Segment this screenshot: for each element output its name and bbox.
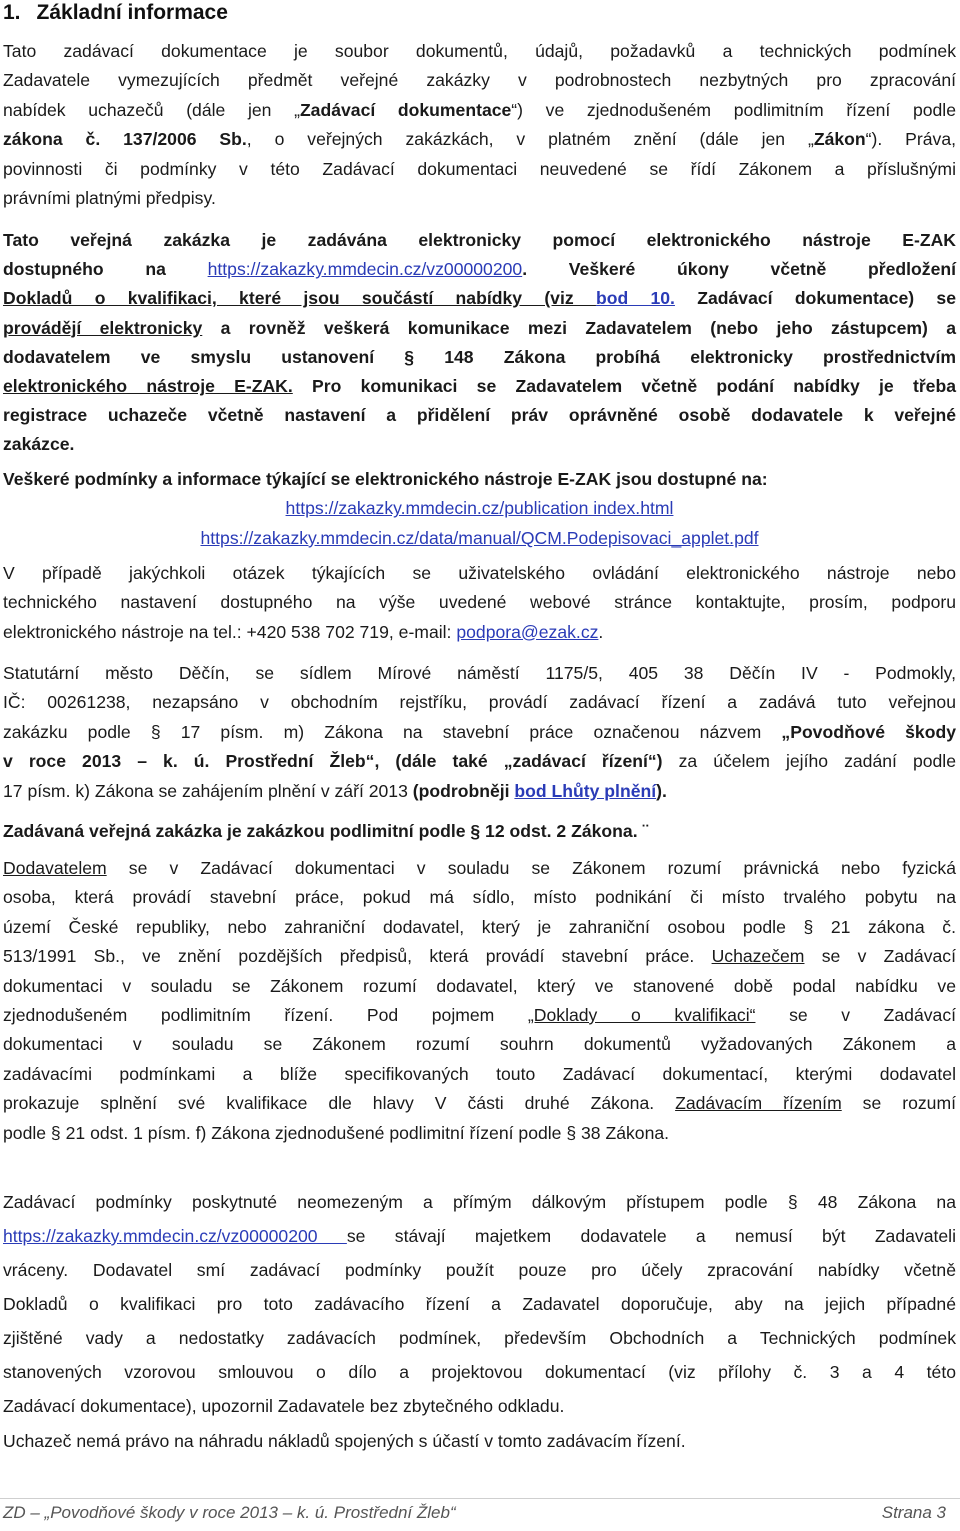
text-line bbox=[3, 883, 956, 912]
text-run: 513/1991 Sb., ve znění pozdějších předpisů, která provádí stavební práce. bbox=[3, 946, 712, 967]
text-line bbox=[3, 1389, 956, 1423]
text-line bbox=[3, 1219, 956, 1253]
section-number: 1. bbox=[3, 1, 21, 24]
text-line bbox=[3, 1321, 956, 1355]
text-run: Zadávací dokumentace bbox=[299, 99, 512, 120]
page-footer bbox=[3, 1503, 946, 1523]
text-line bbox=[3, 588, 956, 617]
text-line bbox=[3, 718, 956, 747]
text-line bbox=[3, 913, 956, 942]
text-line bbox=[3, 942, 956, 971]
text-run: Zadavatele vymezujících předmět veřejné zakázky v podrobnostech nezbytných pro zpracování bbox=[3, 70, 956, 91]
text-run: podle § 21 odst. 1 písm. f) Zákona zjednodušené podlimitní řízení podle § 38 Zákona. bbox=[3, 1122, 670, 1143]
text-run: povinnosti či podmínky v této Zadávací dokumentaci neuvedené se řídí Zákonem a příslušnými bbox=[3, 158, 956, 179]
text-run: (podrobněji bbox=[412, 780, 515, 801]
text-run: ). bbox=[656, 780, 667, 801]
text-line bbox=[3, 618, 956, 647]
text-run: Dokladů o kvalifikaci pro toto zadávacího řízení a Zadavatel doporučuje, aby na jejich případné bbox=[3, 1294, 956, 1314]
paragraph-conditions bbox=[3, 1185, 956, 1423]
text-run: se rozumí bbox=[841, 1093, 956, 1114]
text-run: , o veřejných zakázkách, v platném znění (dále jen „ bbox=[246, 129, 814, 150]
text-run: „Doklady o kvalifikaci“ bbox=[527, 1005, 756, 1026]
text-run: v roce 2013 – k. ú. Prostřední Žleb“, (dále také „zadávací řízení“) bbox=[3, 751, 663, 772]
text-line bbox=[3, 401, 956, 430]
text-line bbox=[3, 747, 956, 776]
text-line bbox=[3, 314, 956, 343]
text-run: se v Zadávací bbox=[804, 946, 956, 967]
text-run: Zadávací dokumentace), upozornil Zadavatele bez zbytečného odkladu. bbox=[3, 1396, 565, 1416]
text-run: zjištěné vady a nedostatky zadávacích podmínek, především Obchodních a Technických podmínek bbox=[3, 1328, 956, 1348]
text-run: dostupného na bbox=[3, 259, 208, 280]
text-line bbox=[3, 226, 956, 255]
inline-link[interactable]: https://zakazky.mmdecin.cz/vz00000200 bbox=[3, 1226, 347, 1246]
text-run: “) ve zjednodušeném podlimitním řízení podle bbox=[511, 99, 957, 120]
text-run: zakázku podle § 17 písm. m) Zákona na stavební práce označenou názvem bbox=[3, 721, 782, 742]
text-run: elektronického nástroje na tel.: +420 538 702 719, e-mail: bbox=[3, 621, 457, 642]
text-run: Zadávací dokumentace) se bbox=[674, 288, 956, 309]
paragraph-ezak-links bbox=[3, 465, 956, 553]
text-run: Tato zadávací dokumentace je soubor dokumentů, údajů, požadavků a technických podmínek bbox=[3, 41, 956, 61]
text-line bbox=[3, 96, 956, 125]
text-run: a rovněž veškerá komunikace mezi Zadavatelem (nebo jeho zástupcem) a bbox=[202, 317, 956, 338]
text-line bbox=[3, 777, 956, 806]
text-line bbox=[3, 284, 956, 313]
text-run: V případě jakýchkoli otázek týkajících se uživatelského ovládání elektronického nástroje nebo bbox=[3, 563, 956, 583]
manual-link[interactable]: https://zakazky.mmdecin.cz/data/manual/QCM.Podepisovaci_applet.pdf bbox=[200, 527, 759, 548]
paragraph-ezak bbox=[3, 226, 956, 460]
inline-link[interactable]: podpora@ezak.cz bbox=[456, 621, 599, 642]
text-line bbox=[3, 559, 956, 588]
text-run: Tato veřejná zakázka je zadávána elektronicky pomocí elektronického nástroje E-ZAK bbox=[3, 230, 956, 250]
text-run: osoba, která provádí stavební práce, pokud má sídlo, místo podnikání či místo trvalého pobytu na bbox=[3, 887, 956, 908]
text-run: Zákon bbox=[813, 129, 866, 150]
paragraph-subthreshold bbox=[3, 817, 956, 846]
text-run: Uchazečem bbox=[711, 946, 805, 967]
text-run: technického nastavení dostupného na výše uvedené webové stránce kontaktujte, prosím, podporu bbox=[3, 592, 956, 613]
text-run: se v Zadávací bbox=[755, 1005, 956, 1026]
text-line bbox=[3, 372, 956, 401]
text-run: za účelem jejího zadání podle bbox=[662, 751, 956, 772]
text-run: zjednodušeném podlimitním řízení. Pod pojmem bbox=[3, 1005, 528, 1026]
inline-link[interactable]: bod 10. bbox=[595, 288, 675, 309]
paragraph-costs bbox=[3, 1427, 956, 1456]
text-line bbox=[3, 343, 956, 372]
text-line bbox=[3, 155, 956, 184]
text-line bbox=[3, 1030, 956, 1059]
text-run: elektronického nástroje E-ZAK. bbox=[3, 376, 293, 397]
text-line bbox=[3, 659, 956, 688]
text-run: nabídek uchazečů (dále jen „ bbox=[3, 99, 300, 120]
ezak-info-line: Veškeré podmínky a informace týkající se elektronického nástroje E-ZAK jsou dostupné na: bbox=[3, 469, 768, 489]
text-run: území České republiky, nebo zahraniční dodavatel, který je zahraniční osobou podle § 21 zákona č. bbox=[3, 916, 956, 937]
text-run: Pro komunikaci se Zadavatelem včetně podání nabídky je třeba bbox=[292, 376, 956, 397]
page-number: Strana 3 bbox=[881, 1503, 946, 1522]
text-line bbox=[3, 1287, 956, 1321]
text-run: vráceny. Dodavatel smí zadávací podmínky použít pouze pro účely zpracování nabídky včetně bbox=[3, 1260, 956, 1280]
text-line bbox=[3, 1253, 956, 1287]
text-run: stanovených vzorovou smlouvou o dílo a projektovou dokumentací (viz přílohy č. 3 a 4 této bbox=[3, 1362, 956, 1382]
text-line bbox=[3, 1185, 956, 1219]
text-line bbox=[3, 1060, 956, 1089]
paragraph-intro bbox=[3, 37, 956, 213]
text-run: dokumentaci v souladu se Zákonem rozumí souhrn dokumentů vyžadovaných Zákonem a bbox=[3, 1034, 956, 1055]
text-run: zakázce. bbox=[3, 434, 75, 455]
text-run: provádějí elektronicky bbox=[3, 317, 203, 338]
text-run: Dodavatelem bbox=[3, 858, 107, 878]
text-run: Zadávací podmínky poskytnuté neomezeným a přímým dálkovým přístupem podle § 48 Zákona na bbox=[3, 1192, 956, 1212]
text-run: právními platnými předpisy. bbox=[3, 188, 216, 209]
text-line bbox=[3, 184, 956, 213]
paragraph-definitions bbox=[3, 854, 956, 1148]
text-line bbox=[3, 37, 956, 66]
text-run: Zadávacím řízením bbox=[675, 1093, 842, 1114]
text-run: . bbox=[598, 621, 604, 642]
paragraph-contracting-authority bbox=[3, 659, 956, 806]
text-run: Dokladů o kvalifikaci, které jsou součástí nabídky (viz bbox=[3, 288, 596, 309]
text-line bbox=[3, 255, 956, 284]
text-line bbox=[3, 125, 956, 154]
footer-title: ZD – „Povodňové škody v roce 2013 – k. ú. Prostřední Žleb“ bbox=[3, 1503, 456, 1522]
text-line bbox=[3, 688, 956, 717]
text-line bbox=[3, 66, 956, 95]
inline-link[interactable]: https://zakazky.mmdecin.cz/vz00000200 bbox=[207, 259, 523, 280]
text-run: Statutární město Děčín, se sídlem Mírové náměstí 1175/5, 405 38 Děčín IV - Podmokly, bbox=[3, 663, 956, 683]
text-run: “). Práva, bbox=[865, 129, 957, 150]
footer-rule bbox=[0, 1498, 960, 1499]
text-line bbox=[3, 1089, 956, 1118]
text-run: 17 písm. k) Zákona se zahájením plnění v září 2013 bbox=[3, 780, 413, 801]
text-run: „Povodňové škody bbox=[781, 721, 956, 742]
text-run: dodavatelem ve smyslu ustanovení § 148 Zákona probíhá elektronicky prostřednictvím bbox=[3, 346, 956, 367]
text-line bbox=[3, 1355, 956, 1389]
inline-link[interactable]: bod Lhůty plnění bbox=[514, 780, 657, 801]
section-heading bbox=[3, 0, 228, 26]
text-run: se stávají majetkem dodavatele a nemusí být Zadavateli bbox=[346, 1226, 956, 1246]
text-line bbox=[3, 1119, 956, 1148]
text-line bbox=[3, 1001, 956, 1030]
text-run: IČ: 00261238, nezapsáno v obchodním rejstříku, provádí zadávací řízení a zadává tuto veřejnou bbox=[3, 692, 956, 713]
subthreshold-line: Zadávaná veřejná zakázka je zakázkou podlimitní podle § 12 odst. 2 Zákona. ¨ bbox=[3, 821, 649, 841]
text-line bbox=[3, 854, 956, 883]
section-title: Základní informace bbox=[36, 1, 228, 24]
costs-line: Uchazeč nemá právo na náhradu nákladů spojených s účastí v tomto zadávacím řízení. bbox=[3, 1431, 686, 1451]
paragraph-support bbox=[3, 559, 956, 647]
text-line bbox=[3, 430, 956, 459]
text-run: zadávacími podmínkami a blíže specifikovaných touto Zadávací dokumentací, kterými dodavatel bbox=[3, 1063, 956, 1084]
text-run: . Veškeré úkony včetně předložení bbox=[522, 259, 956, 280]
text-run: zákona č. 137/2006 Sb. bbox=[3, 129, 247, 150]
text-run: dokumentaci v souladu se Zákonem rozumí dodavatel, který ve stanovené době podal nabídku ve bbox=[3, 975, 956, 996]
text-line bbox=[3, 972, 956, 1001]
text-run: se v Zadávací dokumentaci v souladu se Zákonem rozumí právnická nebo fyzická bbox=[106, 858, 956, 878]
text-run: prokazuje splnění své kvalifikace dle hlavy V části druhé Zákona. bbox=[3, 1093, 676, 1114]
publication-link[interactable]: https://zakazky.mmdecin.cz/publication index.html bbox=[285, 498, 674, 519]
text-run: registrace uchazeče včetně nastavení a přidělení práv oprávněné osobě dodavatele k veřejné bbox=[3, 405, 956, 426]
